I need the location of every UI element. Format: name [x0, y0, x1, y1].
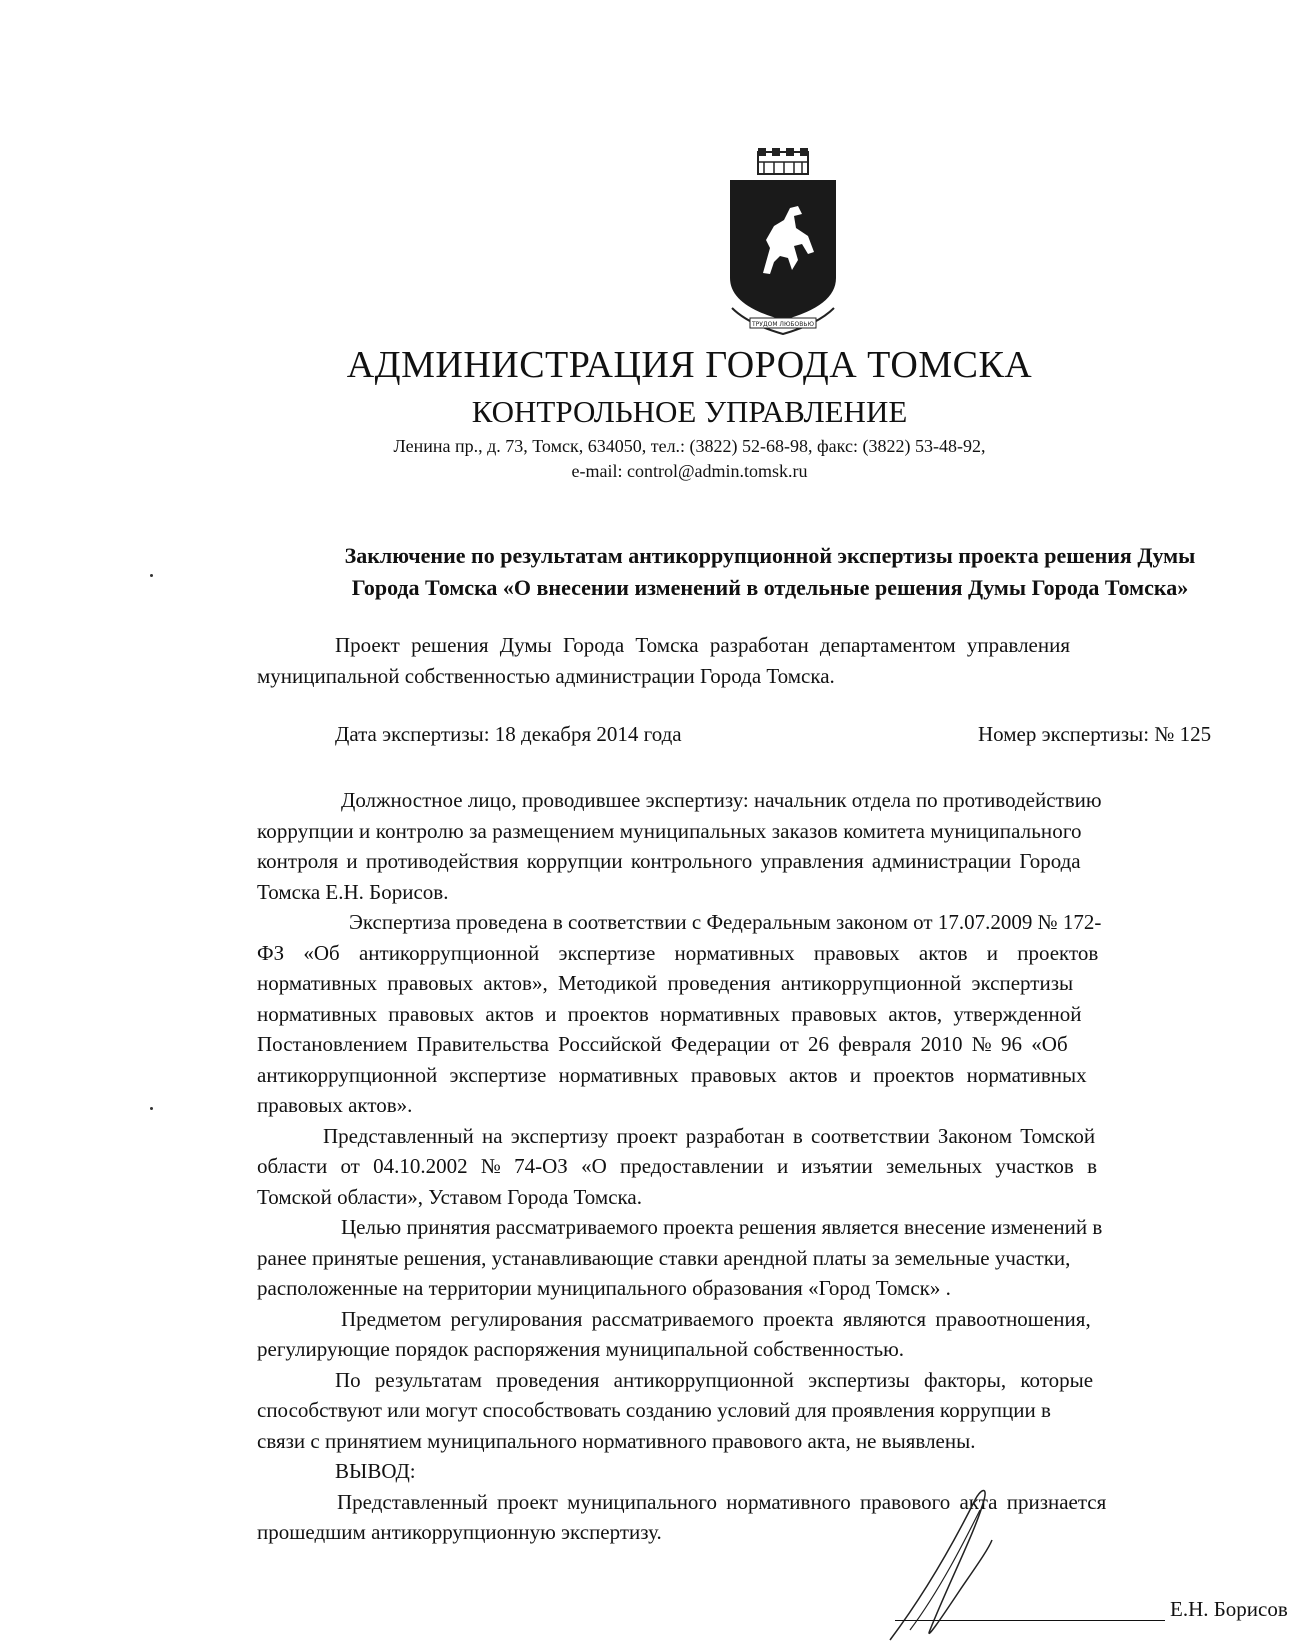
- text-line: нормативных правовых актов и проектов нормативных правовых актов, утвержденной: [257, 1001, 1082, 1026]
- text-line: антикоррупционной экспертизе нормативных правовых актов и проектов нормативных: [257, 1062, 1087, 1087]
- text-line: Предметом регулирования рассматриваемого проекта являются правоотношения,: [341, 1306, 1091, 1331]
- text-line: Проект решения Думы Города Томска разработан департаментом управления: [335, 633, 1070, 657]
- handwritten-signature: [880, 1480, 1080, 1650]
- dept-title: КОНТРОЛЬНОЕ УПРАВЛЕНИЕ: [471, 394, 908, 429]
- text-line: нормативных правовых актов», Методикой проведения антикоррупционной экспертизы: [257, 971, 1074, 995]
- text-line: регулирующие порядок распоряжения муниципальной собственностью.: [257, 1337, 905, 1361]
- text-line: Представленный проект муниципального нормативного правового акта признается: [337, 1489, 1107, 1514]
- text-line: Должностное лицо, проводившее экспертизу: начальник отдела по противодействию: [341, 788, 1102, 812]
- address-line: Ленина пр., д. 73, Томск, 634050, тел.: (3822) 52-68-98, факс: (3822) 53-48-92,: [393, 436, 986, 456]
- email-line: e-mail: control@admin.tomsk.ru: [571, 461, 808, 481]
- heading-line-1: Заключение по результатам антикоррупционной экспертизы проекта решения Думы: [344, 543, 1196, 568]
- text-line: связи с принятием муниципального нормативного правового акта, не выявлены.: [257, 1428, 976, 1453]
- signature-line: [895, 1620, 1165, 1621]
- scan-speck: [150, 574, 153, 577]
- text-line: расположенные на территории муниципального образования «Город Томск» .: [257, 1276, 951, 1300]
- text-line: правовых актов».: [257, 1093, 413, 1117]
- conclusion-label: ВЫВОД:: [335, 1459, 416, 1483]
- text-line: Представленный на экспертизу проект разработан в соответствии Законом Томской: [323, 1123, 1096, 1148]
- text-line: области от 04.10.2002 № 74-ОЗ «О предоставлении и изъятии земельных участков в: [257, 1154, 1098, 1178]
- text-line: Постановлением Правительства Российской Федерации от 26 февраля 2010 № 96 «Об: [257, 1032, 1068, 1056]
- emblem-motto: ТРУДОМ ЛЮБОВЬЮ: [752, 321, 814, 328]
- text-line: Томской области», Уставом Города Томска.: [257, 1184, 642, 1209]
- text-line: прошедшим антикоррупционную экспертизу.: [257, 1520, 662, 1544]
- text-line: ранее принятые решения, устанавливающие ставки арендной платы за земельные участки,: [257, 1245, 1071, 1270]
- document-heading: [250, 540, 1290, 604]
- text-line: Целью принятия рассматриваемого проекта решения является внесение изменений в: [341, 1215, 1103, 1239]
- scan-speck: [150, 1107, 153, 1110]
- expertise-number: Номер экспертизы: № 125: [978, 722, 1212, 746]
- signer-name: Е.Н. Борисов: [1170, 1597, 1288, 1621]
- text-line: муниципальной собственностью администрации Города Томска.: [257, 663, 835, 688]
- text-line: ФЗ «Об антикоррупционной экспертизе нормативных правовых актов и проектов: [257, 940, 1099, 965]
- paragraph-author: [257, 630, 1297, 691]
- text-line: По результатам проведения антикоррупционной экспертизы факторы, которые: [335, 1367, 1094, 1392]
- org-title: АДМИНИСТРАЦИЯ ГОРОДА ТОМСКА: [346, 344, 1033, 386]
- address-block: [0, 434, 1275, 484]
- body-text: [257, 785, 1297, 1548]
- coat-of-arms-emblem: [728, 148, 838, 338]
- text-line: Томска Е.Н. Борисов.: [257, 879, 449, 904]
- text-line: коррупции и контролю за размещением муниципальных заказов комитета муниципального: [257, 818, 1082, 843]
- text-line: контроля и противодействия коррупции контрольного управления администрации Города: [257, 849, 1081, 873]
- heading-line-2: Города Томска «О внесении изменений в отдельные решения Думы Города Томска»: [351, 575, 1189, 600]
- expertise-date: Дата экспертизы: 18 декабря 2014 года: [335, 722, 682, 746]
- text-line: способствуют или могут способствовать созданию условий для проявления коррупции в: [257, 1398, 1051, 1422]
- text-line: Экспертиза проведена в соответствии с Федеральным законом от 17.07.2009 № 172-: [349, 910, 1102, 934]
